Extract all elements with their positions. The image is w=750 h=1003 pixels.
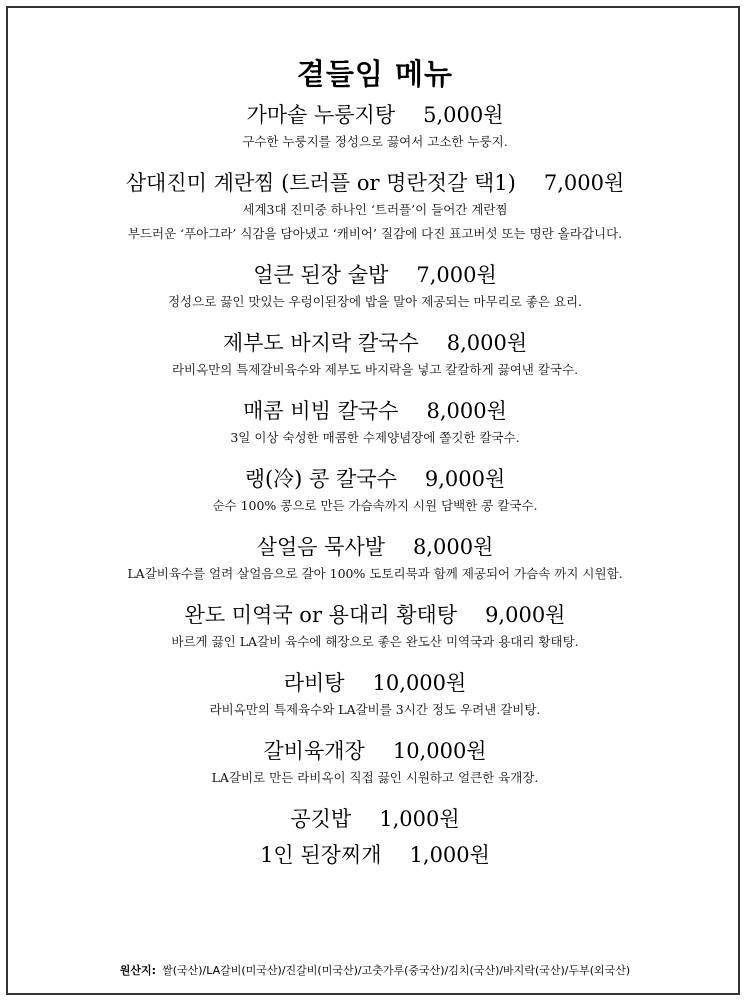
item-description: 순수 100% 콩으로 만든 가슴속까지 시원 담백한 콩 칼국수. — [212, 498, 538, 513]
menu-item — [0, 600, 750, 654]
item-name: 완도 미역국 or 용대리 황태탕 — [184, 603, 458, 627]
item-name: 삼대진미 계란찜 (트러플 or 명란젓갈 택1) — [125, 171, 516, 195]
menu-item — [0, 804, 750, 834]
menu-item — [0, 464, 750, 518]
item-price: 8,000원 — [446, 331, 528, 355]
item-description: LA갈비로 만든 라비옥이 직접 끓인 시원하고 얼큰한 육개장. — [211, 770, 539, 785]
item-description: 바르게 끓인 LA갈비 육수에 해장으로 좋은 완도산 미역국과 용대리 황태탕. — [171, 634, 579, 649]
item-name: 랭(冷) 콩 칼국수 — [244, 467, 397, 491]
item-description: 정성으로 끓인 맛있는 우렁이된장에 밥을 말아 제공되는 마무리로 좋은 요리. — [167, 294, 583, 309]
item-description: LA갈비육수를 얼려 살얼음으로 갈아 100% 도토리묵과 함께 제공되어 가슴속 까지 시원함. — [127, 566, 623, 581]
item-heading — [0, 736, 750, 766]
item-description: 부드러운 ‘푸아그라’ 식감을 담아냈고 ‘캐비어’ 질감에 다진 표고버섯 또는 명란 올라갑니다. — [127, 226, 623, 241]
item-heading — [0, 100, 750, 130]
item-price: 5,000원 — [423, 103, 504, 127]
item-price: 7,000원 — [543, 171, 625, 195]
item-name: 1인 된장찌개 — [260, 843, 382, 867]
item-description: 세계3대 진미중 하나인 ‘트러플’이 들어간 계란찜 — [242, 202, 508, 217]
item-name: 공깃밥 — [290, 807, 352, 831]
item-name: 가마솥 누룽지탕 — [246, 103, 396, 127]
item-price: 8,000원 — [413, 535, 494, 559]
item-heading — [0, 168, 750, 198]
item-heading — [0, 600, 750, 630]
menu-item — [0, 260, 750, 314]
item-price: 8,000원 — [426, 399, 507, 423]
item-description: 구수한 누룽지를 정성으로 끓여서 고소한 누룽지. — [242, 134, 508, 149]
item-description: 라비옥만의 특제갈비육수와 제부도 바지락을 넣고 칼칼하게 끓여낸 칼국수. — [171, 362, 579, 377]
item-heading — [0, 260, 750, 290]
item-heading — [0, 396, 750, 426]
menu-title: 곁들임 메뉴 — [296, 57, 454, 91]
item-name: 제부도 바지락 칼국수 — [222, 331, 419, 355]
item-heading — [0, 840, 750, 870]
origin-text: 쌀(국산)/LA갈비(미국산)/진갈비(미국산)/고춧가루(중국산)/김치(국산)/바지락(국산)/두부(외국산) — [162, 964, 631, 977]
origin-info — [0, 962, 750, 978]
item-price: 10,000원 — [372, 671, 467, 695]
item-description: 3일 이상 숙성한 매콤한 수제양념장에 쫄깃한 칼국수. — [230, 430, 520, 445]
item-name: 갈비육개장 — [263, 739, 365, 763]
menu-item — [0, 328, 750, 382]
item-description: 라비옥만의 특제육수와 LA갈비를 3시간 정도 우려낸 갈비탕. — [209, 702, 541, 717]
item-price: 10,000원 — [392, 739, 487, 763]
menu-item — [0, 396, 750, 450]
menu-item — [0, 736, 750, 790]
item-price: 1,000원 — [379, 807, 460, 831]
item-name: 매콤 비빔 칼국수 — [243, 399, 399, 423]
item-price: 1,000원 — [409, 843, 490, 867]
item-heading — [0, 464, 750, 494]
menu-item — [0, 840, 750, 870]
item-heading — [0, 804, 750, 834]
menu-item — [0, 168, 750, 246]
item-heading — [0, 668, 750, 698]
menu-list — [0, 100, 750, 870]
item-name: 라비탕 — [283, 671, 345, 695]
item-heading — [0, 328, 750, 358]
item-price: 7,000원 — [416, 263, 497, 287]
item-price: 9,000원 — [485, 603, 566, 627]
item-name: 얼큰 된장 술밥 — [253, 263, 389, 287]
item-price: 9,000원 — [424, 467, 506, 491]
menu-item — [0, 668, 750, 722]
origin-label: 원산지: — [119, 964, 157, 977]
item-name: 살얼음 묵사발 — [256, 535, 385, 559]
menu-item — [0, 100, 750, 154]
menu-item — [0, 532, 750, 586]
item-heading — [0, 532, 750, 562]
